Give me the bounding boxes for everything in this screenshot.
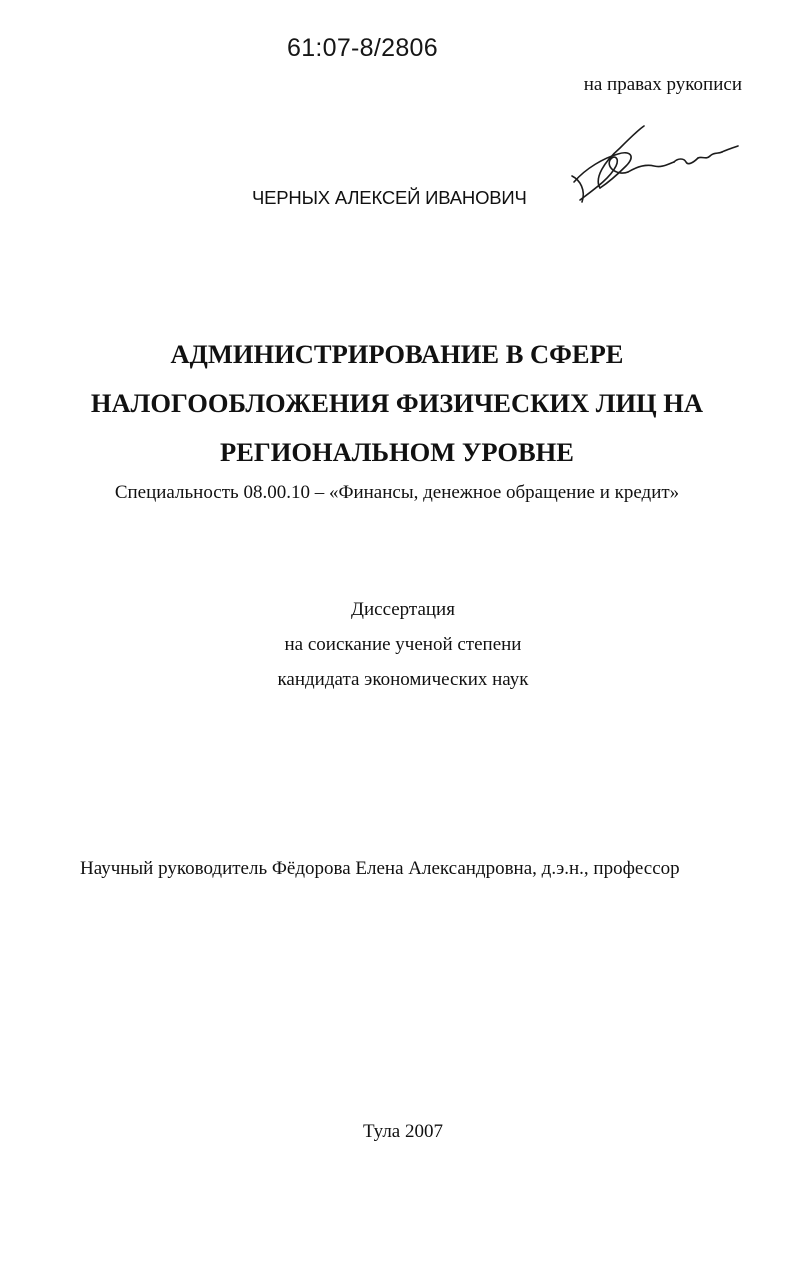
title-line: АДМИНИСТРИРОВАНИЕ В СФЕРЕ [170,339,624,369]
supervisor: Научный руководитель Фёдорова Елена Александровна, д.э.н., профессор [80,858,680,879]
title-line: РЕГИОНАЛЬНОМ УРОВНЕ [220,437,574,467]
handwritten-signature-icon [566,118,746,210]
dissertation-title [0,330,794,477]
degree-statement [0,592,794,697]
title-line: НАЛОГООБЛОЖЕНИЯ ФИЗИЧЕСКИХ ЛИЦ НА [90,388,704,418]
rights-note: на правах рукописи [583,74,742,95]
place-year: Тула 2007 [363,1121,443,1142]
degree-line: на соискание ученой степени [284,634,522,655]
catalog-number: 61:07-8/2806 [287,34,438,62]
speciality: Специальность 08.00.10 – «Финансы, денежное обращение и кредит» [114,482,680,503]
author-name: ЧЕРНЫХ АЛЕКСЕЙ ИВАНОВИЧ [252,187,527,208]
degree-line: Диссертация [351,599,455,620]
degree-line: кандидата экономических наук [277,669,529,690]
